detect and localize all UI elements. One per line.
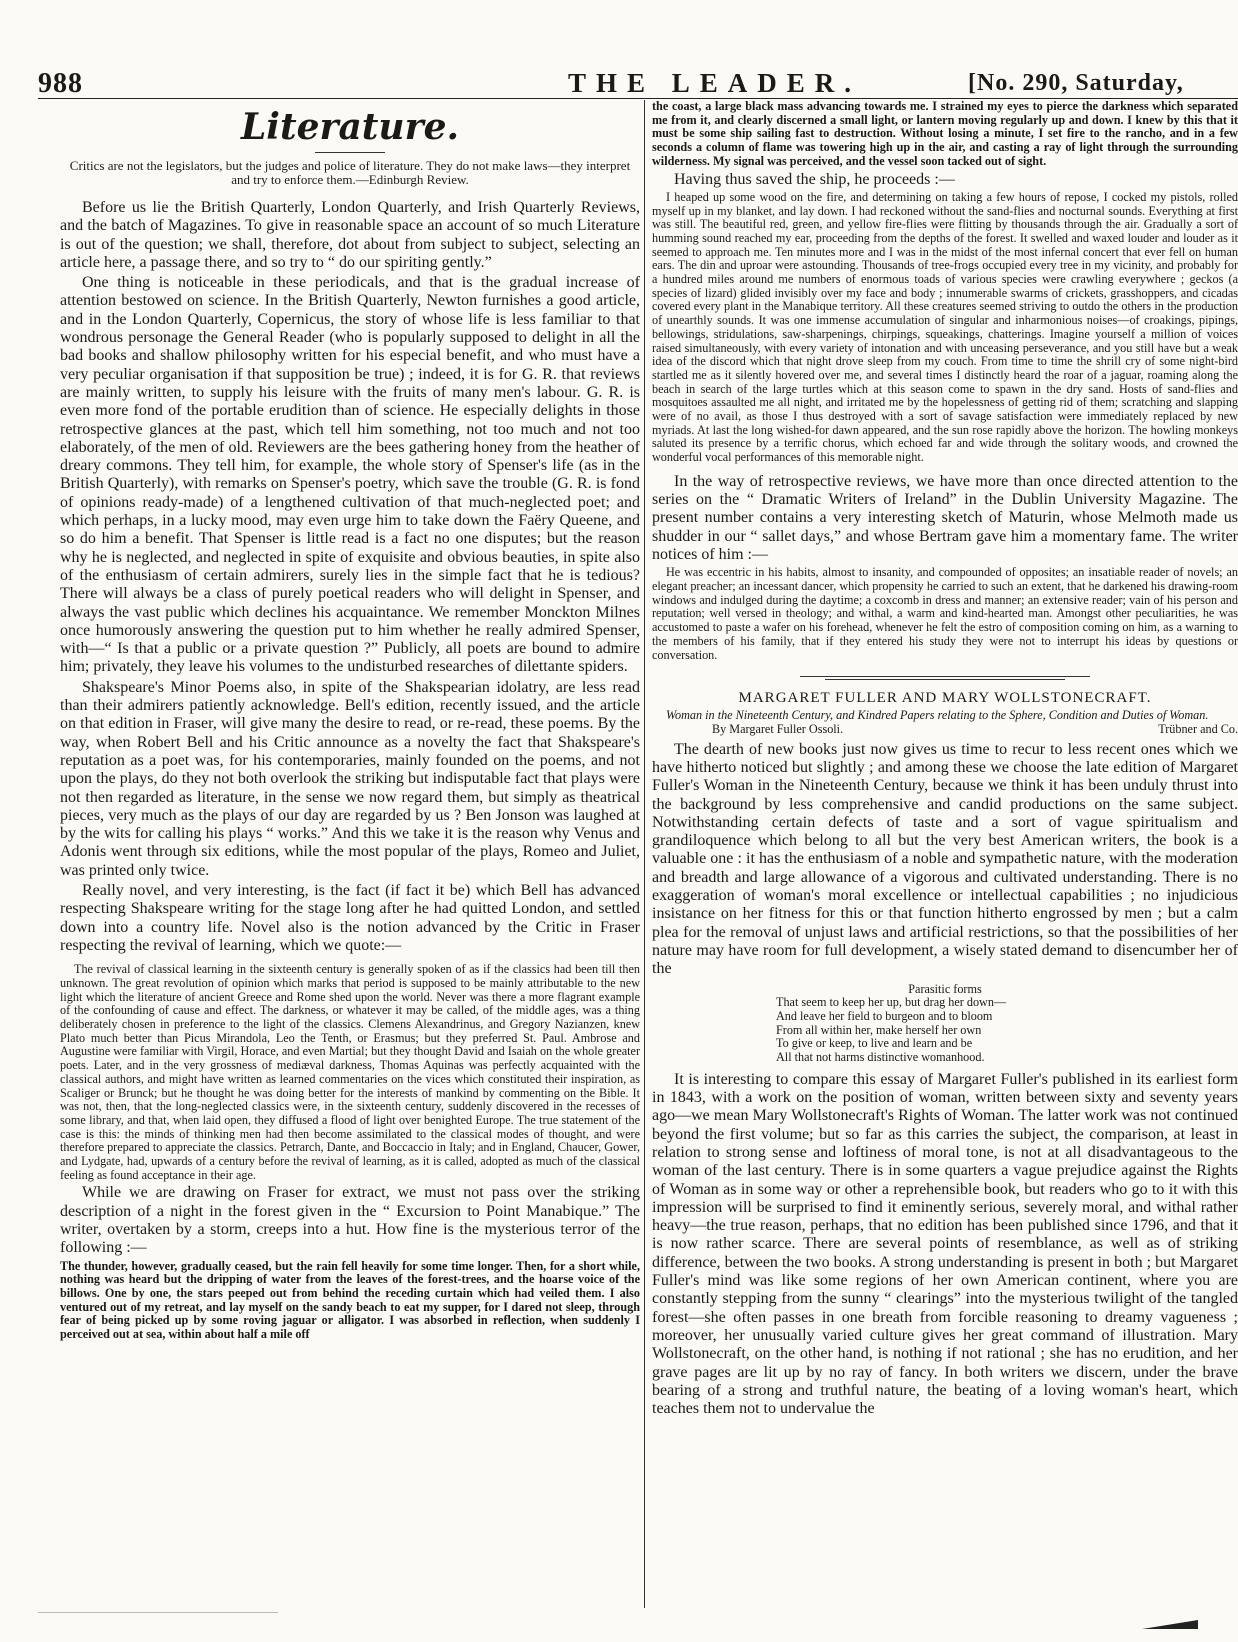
paragraph: The dearth of new books just now gives us time to recur to less recent ones which we have hitherto noticed but slightly ; and among these we choose the late edition of Margaret Fuller's Woman in the Nineteenth Century, because we think it has been unduly thrust into the background by less comprehensive and candid productions on the same subject. Notwithstanding certain defects of taste and a sort of vague spiritualism and grandiloquence which belong to all but the very best American writers, the book is a valuable one : it has the enthusiasm of a noble and sympathetic nature, with the moderation and breadth and large allowance of a vigorous and cultivated understanding. There is no exaggeration of woman's moral excellence or intellectual capabilities ; no injudicious insistance on her fitness for this or that function hitherto engrossed by men ; but a calm plea for the removal of unjust laws and artificial restrictions, so that the possibilities of her nature may have room for full development, a wisely stated demand to disencumber her of the (652, 740, 1238, 978)
paragraph: One thing is noticeable in these periodicals, and that is the gradual increase of attention bestowed on science. In the British Quarterly, Newton furnishes a good article, and in the London Quarterly, Copernicus, the story of whose life is less familiar to that wondrous personage the General Reader (who is popularly supposed to delight in all the bad books and shallow philosophy written for his especial benefit, and who must have a very peculiar organisation if that supposition be true) ; indeed, it is for G. R. that reviews are mainly written, to supply his leisure with the fruits of many men's labour. G. R. is even more fond of the portable erudition than of science. He especially delights in those retrospective glances at the past, which tell him something, not too much and not too elaborately, of the men of old. Reviewers are the bees gathering honey from the heather of dreary commons. They tell him, for example, the whole story of Spenser's life (as in the British Quarterly), with remarks on Spenser's poetry, which save the trouble (G. R. is fond of opinions ready-made) of a lengthened cultivation of that much-neglected poet; and which perhaps, in a lucky mood, may even urge him to take down the Faëry Queene, and so do him a benefit. That Spenser is little read is a fact no one disputes; but the reason why he is neglected, and neglected in spite of exquisite and obvious beauties, in spite also of the enthusiasm of certain admirers, surely lies in the simple fact that he is tedious? There will always be a class of purely poetical readers who will delight in Spenser, and always the vast public which declines his acquaintance. We remember Monckton Milnes once humorously answering the question put to him whether he really admired Spenser, with—“ Is that a public or a private question ?” Publicly, all poets are bound to admire him; privately, they leave his volumes to the undisturbed researches of dilettante spiders. (60, 274, 640, 676)
title-rule (315, 152, 385, 153)
header-rule (38, 98, 1238, 99)
paragraph: In the way of retrospective reviews, we have more than once directed attention to the series on the “ Dramatic Writers of Ireland” in the Dublin University Magazine. The present number contains a very interesting sketch of Maturin, whose Melmoth made us shudder in our “ sallet days,” and whose Bertram gave him a momentary fame. The writer notices of him :— (652, 472, 1238, 564)
article-title: MARGARET FULLER AND MARY WOLLSTONECRAFT. (738, 690, 1152, 707)
issue-line: [No. 290, Saturday, (968, 70, 1184, 96)
paragraph: Really novel, and very interesting, is the fact (if fact it be) which Bell has advanced respecting Shakspeare writing for the stage long after he had quitted London, and settled down into a country life. Novel also is the notion advanced by the Critic in Fraser respecting the revival of learning, which we quote:— (60, 881, 640, 954)
book-title: Woman in the Nineteenth Century, and Kindred Papers relating to the Sphere, Condition and Duties of Woman. (666, 708, 1209, 723)
printer-mark-icon (1140, 1618, 1200, 1630)
poem-line: And leave her field to burgeon and to bloom (776, 1008, 993, 1023)
book-publisher: Trübner and Co. (1158, 721, 1238, 736)
newspaper-title: THE LEADER. (568, 68, 862, 98)
book-author: By Margaret Fuller Ossoli. (712, 721, 844, 736)
section-rule (800, 676, 1090, 677)
left-column (60, 100, 640, 1610)
section-title: Literature. (240, 106, 460, 148)
block-quote: The thunder, however, gradually ceased, but the rain fell heavily for some time longer. Then, for a short while, nothing was heard but the dripping of water from the leaves of the forest-trees, and the hoarse voice of the billows. One by one, the stars peeped out from behind the receding curtain which had veiled them. I also ventured out of my retreat, and lay myself on the sandy beach to eat my supper, for I dared not sleep, through fear of being picked up by some roving jaguar or alligator. I was absorbed in reflection, when suddenly I perceived out at sea, within about half a mile off (60, 1258, 640, 1342)
section-rule (825, 679, 1065, 680)
block-quote: He was eccentric in his habits, almost to insanity, and compounded of opposites; an insatiable reader of novels; an elegant preacher; an incessant dancer, which propensity he carried to such an extent, that he darkened his drawing-room windows and indulged during the daytime; a coxcomb in dress and manner; an extensive reader; vain of his person and reputation; well versed in theology; and withal, a warm and kind-hearted man. Amongst other peculiarities, he was accustomed to paste a wafer on his forehead, whenever he felt the estro of composition coming on him, as a warning to the members of his family, that if they entered his study they were not to interrupt his ideas by questions or conversation. (652, 565, 1238, 662)
poem-line: From all within her, make herself her own (776, 1022, 982, 1037)
page-header (38, 62, 1238, 102)
page-number: 988 (38, 68, 83, 99)
column-divider (644, 100, 645, 1608)
epigraph: Critics are not the legislators, but the judges and police of literature. They do not make laws—they interpret and try to enforce them.—Edinburgh Review. (69, 158, 631, 187)
poem-line: All that not harms distinctive womanhood. (776, 1050, 985, 1065)
footer-rule (38, 1612, 278, 1613)
right-column (652, 100, 1238, 1610)
book-publication (652, 723, 1238, 737)
paragraph: Before us lie the British Quarterly, London Quarterly, and Irish Quarterly Reviews, and the batch of Magazines. To give in reasonable space an account of so much Literature is out of the question; we shall, therefore, dot about from subject to subject, selecting an article here, a passage there, and so try to “ do our spiriting gently.” (60, 199, 640, 271)
poem-line: To give or keep, to live and learn and be (776, 1036, 973, 1051)
paragraph: Shakspeare's Minor Poems also, in spite of the Shakspearian idolatry, are less read than their admirers patiently acknowledge. Bell's edition, recently issued, and the article on that edition in Fraser, will give many the desire to read, or re-read, these poems. By the way, when Robert Bell and his Critic announce as a novelty the fact that Shakspeare's reputation as a poet was, for his contemporaries, mainly founded on the poems, and not upon the plays, do they not both overlook the striking but indisputable fact that plays were not then regarded as literature, in the sense we now regard them, but simply as theatrical pieces, very much as the plays of our day are regarded by us ? Ben Jonson was laughed at by the wits for calling his plays “ works.” And this we take it is the reason why Venus and Adonis went through six editions, while the most popular of the plays, Romeo and Juliet, was printed only twice. (60, 678, 640, 879)
block-quote: The revival of classical learning in the sixteenth century is generally spoken of as if the classics had been till then unknown. The great revolution of opinion which marks that period is supposed to be mainly attributable to the new light which the literature of ancient Greece and Rome shed upon the world. Never was there a more flagrant example of the confounding of cause and effect. The darkness, or whatever it may be called, of the middle ages, was a thing deliberately chosen in preference to the light of the classics. Clemens Alexandrinus, and Gregory Nazianzen, knew Plato much better than Picus Mirandola, Leo the Tenth, or Erasmus; but they preferred St. Paul. Ambrose and Augustine were familiar with Virgil, Horace, and even Martial; but they thought David and Isaiah on the whole greater poets. Later, and in the very grossness of mediæval darkness, Thomas Aquinas was perfectly acquainted with the classical authors, and might have written as learned commentaries on the vices which constituted their inspiration, as Scaliger or Brunck; but he thought he was doing better for the interests of mankind by commenting on the Bible. It was not, then, that the long-neglected classics were, in the sixteenth century, suddenly discovered in the recesses of some library, and that, when laid open, they diffused a flood of light over benighted Europe. The true statement of the case is this: the minds of thinking men had then become assimilated to the classical modes of thought, and were therefore prepared to appreciate the classics. Petrarch, Dante, and Boccaccio in Italy; and in England, Chaucer, Gower, and Lydgate, had, upwards of a century before the revival of learning, as it is called, adopted as much of the classical feeling as found acceptance in their age. (60, 962, 640, 1182)
paragraph: While we are drawing on Fraser for extract, we must not pass over the striking description of a night in the forest given in the “ Excursion to Point Manabique.” The writer, overtaken by a storm, creeps into a hut. How fine is the mysterious terror of the following :— (60, 1184, 640, 1257)
poem-first-line: Parasitic forms (908, 981, 982, 996)
poem (652, 983, 1238, 1065)
block-quote-continued: the coast, a large black mass advancing towards me. I strained my eyes to pierce the darkness which separated me from it, and clearly discerned a small light, or lantern moving regularly up and down. I knew by this that it must be some ship sailing fast to destruction. Without losing a minute, I set fire to the rancho, and in a few seconds a column of flame was towering high up in the air, and casting a ray of light through the surrounding wilderness. My signal was perceived, and the vessel soon tacked out of sight. (652, 100, 1238, 168)
block-quote: I heaped up some wood on the fire, and determining on taking a few hours of repose, I cocked my pistols, rolled myself up in my blanket, and lay down. I had reckoned without the sand-flies and nocturnal sounds. Everything at first was still. The beautiful red, green, and yellow fire-flies were flitting by thousands through the air. Gradually a sort of humming sound reached my ear, proceeding from the depths of the forest. It swelled and waxed louder and louder as it seemed to approach me. Ten minutes more and I was in the midst of the most infernal concert that ever fell on human ears. The din and uproar were astounding. Thousands of tree-frogs occupied every tree in my vicinity, and probably for a hundred miles around me numbers of enormous toads of various species were crawling everywhere ; geckos (a species of lizard) glided invisibly over my face and body ; innumerable swarms of crickets, grasshoppers, and cicadas covered every plant in the Manabique territory. All these creatures seemed striving to outdo the others in the production of unearthly sounds. It was one immense accumulation of singular and inharmonious noises—of croakings, pipings, bellowings, stridulations, saw-sharpenings, chirpings, squeakings, chatterings. Imagine yourself a million of voices raised simultaneously, with every variety of intonation and with unceasing perseverance, and you still have but a weak idea of the discord which that night drove sleep from my couch. From time to time the shrill cry of some night-bird startled me as it silently hovered over me, and several times I distinctly heard the roar of a jaguar, roaming along the beach in search of the large turtles which at this season come to spawn in the dry sand. Hosts of sand-flies and mosquitoes assaulted me all night, and irritated me by the hopelessness of getting rid of them; scratching and slapping were of no avail, as those I thus destroyed with a sort of savage satisfaction were immediately replaced by new myriads. At last the long wished-for dawn appeared, and the sun rose rapidly above the horizon. The howling monkeys saluted its presence by a terrific chorus, which echoed far and wide through the solitary woods, and crowned the wonderful vocal performances of this memorable night. (652, 189, 1238, 465)
poem-line: That seem to keep her up, but drag her down— (776, 995, 1007, 1010)
paragraph: It is interesting to compare this essay of Margaret Fuller's published in its earliest form in 1843, with a work on the position of woman, written between sixty and seventy years ago—we mean Mary Wollstonecraft's Rights of Woman. The latter work was not continued beyond the first volume; but so far as this carries the subject, the comparison, at least in relation to strong sense and loftiness of moral tone, is not at all disadvantageous to the woman of the last century. There is in some quarters a vague prejudice against the Rights of Woman as in some way or other a reprehensible book, but readers who go to it with this impression will be surprised to find it eminently serious, severely moral, and withal rather heavy—the true reason, perhaps, that no edition has been published since 1796, and that it is now rather scarce. There are several points of resemblance, as well as of striking difference, between the two books. A strong understanding is present in both ; but Margaret Fuller's mind was like some regions of her own American continent, where you are constantly stepping from the sunny “ clearings” into the mysterious twilight of the tangled forest—she often passes in one breath from forcible reasoning to dreamy vagueness ; moreover, her unusually varied culture gives her great command of illustration. Mary Wollstonecraft, on the other hand, is nothing if not rational ; she has no erudition, and her grave pages are lit up by no ray of fancy. In both writers we discern, under the brave bearing of a strong and truthful nature, the beating of a loving woman's heart, which teaches them not to undervalue the (652, 1070, 1238, 1418)
paragraph: Having thus saved the ship, he proceeds :— (674, 170, 955, 188)
